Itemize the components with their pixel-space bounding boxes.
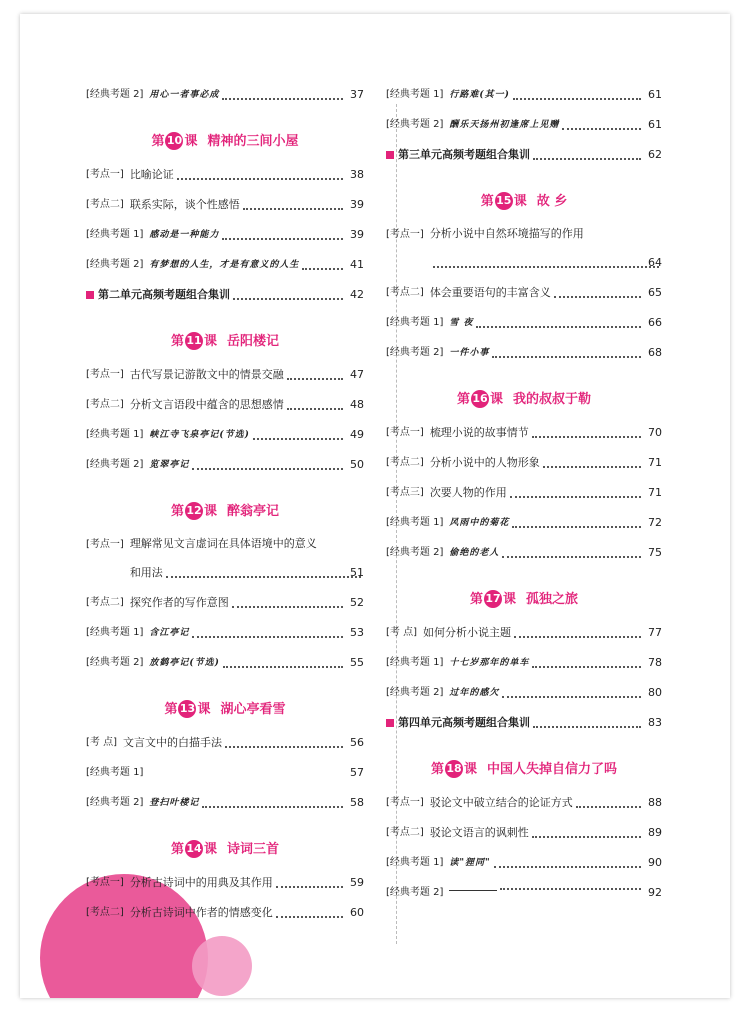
entry-title: 分析文言语段中蕴含的思想感情 [129,398,284,411]
lesson-heading[interactable] [386,184,662,220]
page-number: 37 [350,88,364,101]
toc-entry[interactable] [386,818,662,848]
page-number: 88 [648,796,662,809]
entry-text [449,508,644,538]
page-number: 47 [350,368,364,381]
page-number: 48 [350,398,364,411]
entry-title: 梳理小说的故事情节 [429,426,529,439]
dot-leader [287,378,343,380]
dot-leader [543,466,641,468]
unit-review-title: 第三单元高频考题组合集训 [398,148,530,161]
lesson-prefix: 第 [469,592,483,607]
lesson-title: 中国人失掉自信力了吗 [487,762,618,777]
entry-title: 分析小说中的人物形象 [429,456,540,469]
lesson-number-badge: 13 [178,700,196,718]
page-number: 39 [350,198,364,211]
page-number: 89 [648,826,662,839]
lesson-title: 孤独之旅 [526,592,579,607]
entry-title: 驳论文中破立结合的论证方式 [429,796,573,809]
lesson-title: 精神的三间小屋 [207,134,299,149]
toc-entry[interactable] [386,338,662,368]
entry-text [430,418,644,448]
toc-entry[interactable] [86,728,364,758]
entry-title: 次要人物的作用 [429,486,507,499]
entry-title: 如何分析小说主题 [422,626,511,639]
dot-leader [222,238,343,240]
lesson-heading[interactable] [386,752,662,788]
toc-entry[interactable] [86,80,364,110]
entry-title: 十七岁那年的单车 [449,658,530,668]
entry-tag: [经典考题 2] [86,459,144,470]
unit-review-text [98,280,346,310]
entry-tag: [经典考题 2] [386,347,444,358]
lesson-suffix: 课 [203,504,217,519]
lesson-number-badge: 15 [495,192,513,210]
entry-text [149,618,346,648]
entry-tag: [考点三] [386,487,424,498]
toc-entry[interactable] [86,758,364,788]
dot-leader [476,326,641,328]
entry-title-line2: 和用法 [129,566,163,579]
dot-leader [177,178,343,180]
entry-tag: [考点一] [86,539,124,550]
page-number: 58 [350,796,364,809]
entry-tag: [考点一] [386,797,424,808]
lesson-prefix: 第 [170,504,184,519]
toc-entry[interactable] [386,648,662,678]
entry-tag: [经典考题 2] [386,119,444,130]
lesson-heading[interactable] [86,494,364,530]
entry-tag: [经典考题 1] [86,767,144,778]
lesson-title: 岳阳楼记 [227,334,280,349]
entry-text [449,648,644,678]
entry-text [449,110,644,140]
entry-tag: [经典考题 1] [86,229,144,240]
toc-entry[interactable] [86,618,364,648]
unit-review-title: 第二单元高频考题组合集训 [98,288,230,301]
dot-leader [276,886,343,888]
page-number: 90 [648,856,662,869]
entry-text [449,848,644,878]
entry-text [449,678,644,708]
entry-tag: [考 点] [86,737,117,748]
entry-text [130,588,346,618]
entry-title: 古代写景记游散文中的情景交融 [129,368,284,381]
entry-text [130,898,346,928]
lesson-heading[interactable] [86,692,364,728]
lesson-suffix: 课 [463,762,477,777]
lesson-number-badge: 17 [484,590,502,608]
lesson-title: 故 乡 [536,194,568,209]
entry-text [449,538,644,568]
lesson-suffix: 课 [197,702,211,717]
dot-leader [232,606,343,608]
dot-leader [500,888,641,890]
page-number: 53 [350,626,364,639]
toc-entry[interactable] [86,450,364,480]
dot-leader [512,526,641,528]
page-number: 61 [648,88,662,101]
page-number: 39 [350,228,364,241]
page-number: 68 [648,346,662,359]
toc-entry[interactable] [86,898,364,928]
entry-tag: [考点一] [86,369,124,380]
entry-text [123,728,346,758]
lesson-title: 湖心亭看雪 [220,702,286,717]
dot-leader [276,916,343,918]
page-number: 38 [350,168,364,181]
page-number: 62 [648,148,662,161]
toc-entry[interactable] [86,648,364,678]
entry-text [130,868,346,898]
page-number: 64 [648,256,662,269]
entry-tag: [经典考题 1] [386,89,444,100]
entry-title-cont [130,558,364,588]
entry-tag: [考 点] [386,627,417,638]
entry-tag: [经典考题 1] [86,627,144,638]
lesson-prefix: 第 [430,762,444,777]
entry-title: 一件小事 [449,348,490,358]
page-number: 77 [648,626,662,639]
entry-text [149,648,346,678]
toc-entry[interactable] [386,678,662,708]
dot-leader [222,98,343,100]
unit-review-entry[interactable] [386,140,662,170]
pink-square-icon [86,291,94,299]
entry-title: 有梦想的人生，才是有意义的人生 [149,260,300,270]
lesson-suffix: 课 [203,842,217,857]
entry-title: 过年的感欠 [449,688,500,698]
entry-tag: [经典考题 2] [386,887,444,898]
entry-title: 分析小说中自然环境描写的作用 [429,227,584,240]
toc-entry[interactable] [86,360,364,390]
entry-tag: [经典考题 1] [386,657,444,668]
pink-square-icon [386,151,394,159]
entry-title: 览翠亭记 [149,460,190,470]
entry-text [149,250,346,280]
toc-left-column [86,80,364,928]
page-number: 61 [648,118,662,131]
dot-leader [492,356,641,358]
lesson-heading[interactable] [86,124,364,160]
pink-square-icon [386,719,394,727]
dot-leader [192,468,343,470]
lesson-heading[interactable] [86,832,364,868]
entry-text [130,160,346,190]
lesson-title: 醉翁亭记 [227,504,280,519]
entry-text [130,360,346,390]
unit-review-entry[interactable] [86,280,364,310]
entry-title: 用心一者事必成 [149,90,220,100]
entry-title: 行路难(其一) [449,90,510,100]
entry-tag: [考点二] [86,907,124,918]
entry-tag: [考点一] [86,169,124,180]
page-number: 49 [350,428,364,441]
entry-text [423,618,644,648]
entry-tag: [经典考题 2] [386,687,444,698]
lesson-heading[interactable] [386,582,662,618]
lesson-number-badge: 18 [445,760,463,778]
page-number: 83 [648,716,662,729]
entry-text [130,190,346,220]
lesson-prefix: 第 [151,134,165,149]
dot-leader [576,806,641,808]
entry-title: 探究作者的写作意图 [129,596,229,609]
entry-title: 含江亭记 [149,628,190,638]
entry-tag: [经典考题 2] [86,89,144,100]
entry-title: 比喻论证 [129,168,174,181]
page-number: 55 [350,656,364,669]
page-number: 65 [648,286,662,299]
entry-title: 酬乐天扬州初逢席上见赠 [449,120,560,130]
dot-leader [554,296,641,298]
lesson-prefix: 第 [456,392,470,407]
page-number: 71 [648,486,662,499]
blank-line [449,878,497,891]
dot-leader [532,836,641,838]
dot-leader [502,556,641,558]
page-number: 92 [648,886,662,899]
entry-text [149,758,346,760]
lesson-prefix: 第 [170,334,184,349]
toc-entry[interactable] [386,478,662,508]
dot-leader [233,298,343,300]
dot-leader [166,576,361,578]
entry-title: 分析古诗词中作者的情感变化 [129,906,273,919]
lesson-prefix: 第 [170,842,184,857]
lesson-heading[interactable] [86,324,364,360]
entry-tag: [考点一] [386,229,424,240]
entry-tag: [经典考题 2] [86,657,144,668]
page-number: 41 [350,258,364,271]
unit-review-entry[interactable] [386,708,662,738]
unit-review-text [398,140,644,170]
lesson-suffix: 课 [184,134,198,149]
toc-entry[interactable] [86,190,364,220]
dot-leader [532,436,641,438]
dot-leader [433,266,659,268]
dot-leader [202,806,343,808]
entry-title: 驳论文语言的讽刺性 [429,826,529,839]
lesson-title: 诗词三首 [227,842,280,857]
lesson-number-badge: 10 [165,132,183,150]
entry-text [130,530,364,588]
page-number: 75 [648,546,662,559]
toc-entry[interactable] [386,618,662,648]
page-number: 70 [648,426,662,439]
entry-title: 理解常见文言虚词在具体语境中的意义 [129,537,317,550]
entry-tag: [经典考题 2] [86,259,144,270]
lesson-number-badge: 14 [185,840,203,858]
entry-tag: [考点一] [386,427,424,438]
page-number: 56 [350,736,364,749]
dot-leader [533,726,641,728]
dot-leader [513,98,641,100]
unit-review-text [398,708,644,738]
toc-entry[interactable] [386,278,662,308]
entry-text [430,788,644,818]
entry-text [149,788,346,818]
entry-text [149,450,346,480]
entry-tag: [考点二] [86,199,124,210]
entry-tag: [经典考题 1] [386,517,444,528]
decorative-pink-circle-small [192,936,252,996]
entry-title: 读"狸同" [449,858,491,868]
lesson-number-badge: 12 [185,502,203,520]
entry-tag: [经典考题 1] [386,317,444,328]
toc-entry[interactable] [386,538,662,568]
dot-leader [532,666,641,668]
entry-title: 联系实际，谈个性感悟 [129,198,240,211]
toc-entry[interactable] [386,220,662,278]
entry-text [149,220,346,250]
lesson-prefix: 第 [164,702,178,717]
toc-entry[interactable] [386,788,662,818]
toc-entry[interactable] [86,220,364,250]
page-number: 42 [350,288,364,301]
entry-title: 感动是一种能力 [149,230,220,240]
dot-leader [223,666,343,668]
entry-tag: [考点二] [386,827,424,838]
toc-entry[interactable] [386,848,662,878]
entry-text [449,338,644,368]
entry-text [430,818,644,848]
page-number: 66 [648,316,662,329]
page-number: 72 [648,516,662,529]
entry-text [430,278,644,308]
entry-tag: [经典考题 2] [386,547,444,558]
dot-leader [494,866,641,868]
page-number: 50 [350,458,364,471]
entry-title: 偷绝的老人 [449,548,500,558]
entry-text [449,80,644,110]
toc-entry[interactable] [386,878,662,908]
toc-entry[interactable] [86,788,364,818]
entry-tag: [经典考题 1] [86,429,144,440]
entry-text [149,80,346,110]
page-number: 51 [350,566,364,579]
entry-tag: [考点二] [86,399,124,410]
lesson-number-badge: 16 [471,390,489,408]
entry-title: 放鹤亭记(节选) [149,658,220,668]
dot-leader [253,438,343,440]
entry-text [430,220,662,278]
lesson-suffix: 课 [489,392,503,407]
entry-text [449,308,644,338]
entry-tag: [经典考题 2] [86,797,144,808]
dot-leader [502,696,641,698]
page-number: 52 [350,596,364,609]
entry-tag: [考点二] [386,287,424,298]
lesson-prefix: 第 [480,194,494,209]
toc-entry[interactable] [86,390,364,420]
entry-tag: [考点一] [86,877,124,888]
toc-entry[interactable] [86,420,364,450]
entry-text [449,878,644,891]
toc-entry[interactable] [86,160,364,190]
dot-leader [243,208,343,210]
toc-entry[interactable] [386,418,662,448]
page-number: 60 [350,906,364,919]
page-number: 57 [350,766,364,779]
page-number: 80 [648,686,662,699]
entry-tag: [考点二] [86,597,124,608]
entry-tag: [考点二] [386,457,424,468]
entry-title: 登扫叶楼记 [149,798,200,808]
dot-leader [514,636,641,638]
dot-leader [562,128,641,130]
entry-title: 峡江寺飞泉亭记(节选) [149,430,250,440]
entry-title: 雪 夜 [449,318,474,328]
entry-title: 分析古诗词中的用典及其作用 [129,876,273,889]
lesson-title: 我的叔叔于勒 [513,392,592,407]
entry-title: 体会重要语句的丰富含义 [429,286,551,299]
dot-leader [533,158,641,160]
page-number: 78 [648,656,662,669]
entry-text [430,478,644,508]
dot-leader [302,268,343,270]
entry-title-cont [430,248,662,278]
lesson-suffix: 课 [502,592,516,607]
dot-leader [225,746,343,748]
toc-entry[interactable] [86,530,364,588]
toc-entry[interactable] [86,868,364,898]
entry-text [149,420,346,450]
toc-entry[interactable] [86,588,364,618]
lesson-suffix: 课 [203,334,217,349]
lesson-number-badge: 11 [185,332,203,350]
entry-text [430,448,644,478]
toc-entry[interactable] [86,250,364,280]
toc-entry[interactable] [386,308,662,338]
unit-review-title: 第四单元高频考题组合集训 [398,716,530,729]
toc-entry[interactable] [386,80,662,110]
toc-right-column [386,80,662,908]
entry-text [130,390,346,420]
entry-tag: [经典考题 1] [386,857,444,868]
page-number: 59 [350,876,364,889]
entry-title: 文言文中的白描手法 [122,736,222,749]
toc-entry[interactable] [386,110,662,140]
lesson-suffix: 课 [513,194,527,209]
dot-leader [510,496,641,498]
page-number: 71 [648,456,662,469]
dot-leader [192,636,343,638]
toc-entry[interactable] [386,448,662,478]
toc-entry[interactable] [386,508,662,538]
entry-title: 风雨中的菊花 [449,518,510,528]
lesson-heading[interactable] [386,382,662,418]
dot-leader [287,408,343,410]
